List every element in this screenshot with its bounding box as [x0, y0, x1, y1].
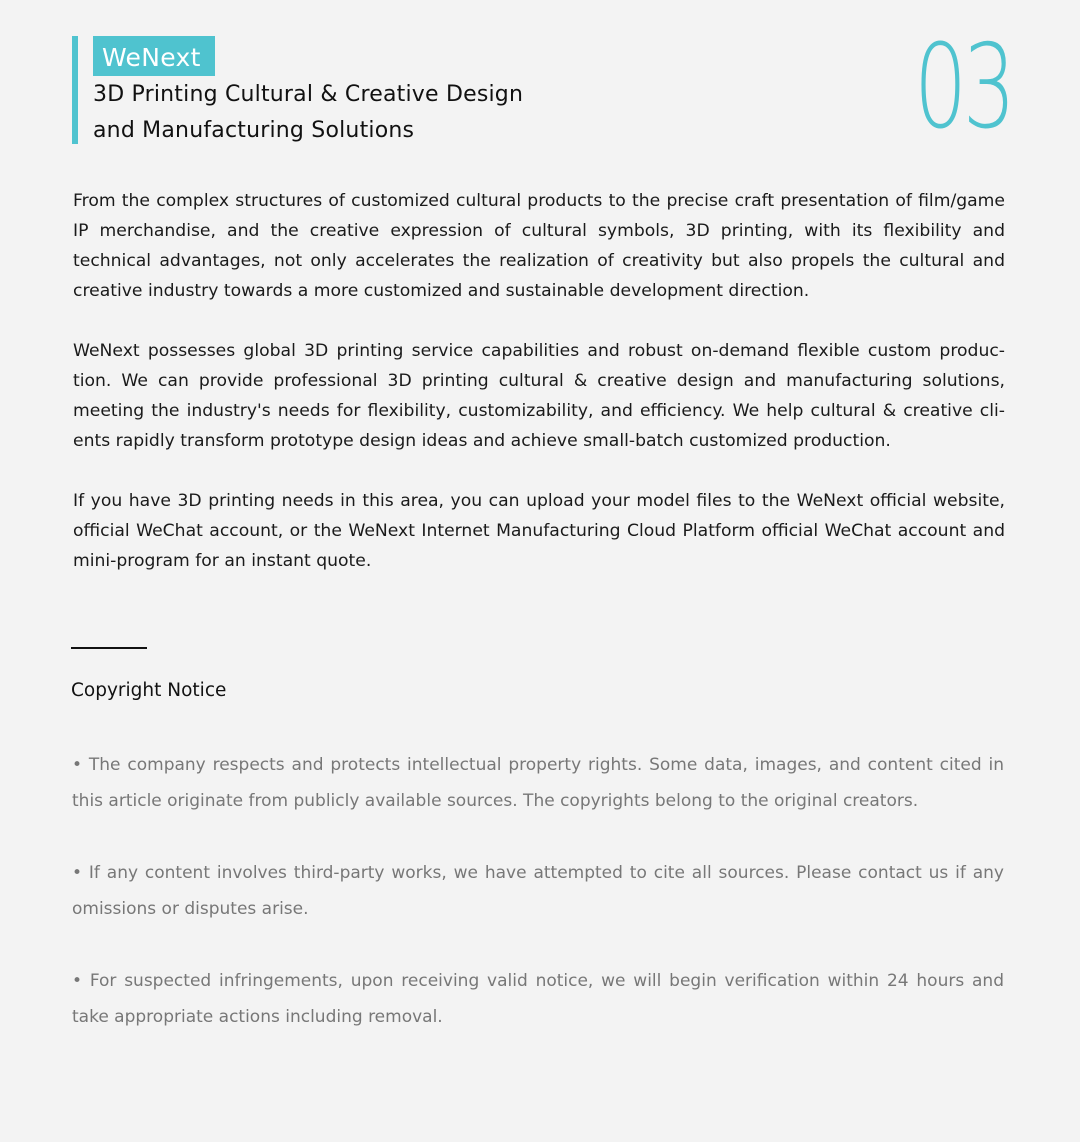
copyright-heading: Copyright Notice — [71, 680, 227, 701]
body-paragraph-1: From the complex structures of customized cultural products to the precise craft presentation of film/game IP merchandise, and the creative expression of cultural symbols, 3D printing, with its flexibility and technical advantages, not only accelerates the realization of creativity but also propels the cultural and creative industry towards a more customized and sustainable development direction. — [73, 191, 1005, 301]
section-number: 03 — [914, 20, 1012, 155]
brand-tag: WeNext — [93, 36, 215, 76]
body-paragraph-2: WeNext possesses global 3D printing service capabilities and robust on-demand flexible custom produc-tion. We can provide professional 3D printing cultural & creative design and manufacturing solutions, meeting the industry's needs for flexibility, customizability, and efficiency. We help cultural & creative cli-ents rapidly transform prototype design ideas and achieve small-batch customized production. — [73, 341, 1005, 451]
copyright-item-3: • For suspected infringements, upon receiving valid notice, we will begin verification within 24 hours and take appropriate actions including removal. — [72, 971, 1004, 1027]
article-header — [72, 20, 1012, 155]
title-line-2: and Manufacturing Solutions — [93, 118, 415, 143]
title-line-1: 3D Printing Cultural & Creative Design — [93, 82, 524, 107]
section-divider — [71, 647, 147, 649]
accent-bar — [72, 36, 78, 144]
copyright-item-2: • If any content involves third-party works, we have attempted to cite all sources. Please contact us if any omissions or disputes arise. — [72, 863, 1004, 919]
copyright-item-1: • The company respects and protects intellectual property rights. Some data, images, and content cited in this article originate from publicly available sources. The copyrights belong to the original creators. — [72, 755, 1004, 811]
body-paragraph-3: If you have 3D printing needs in this area, you can upload your model files to the WeNext official website, official WeChat account, or the WeNext Internet Manufacturing Cloud Platform official WeChat account and mini-program for an instant quote. — [73, 491, 1005, 571]
